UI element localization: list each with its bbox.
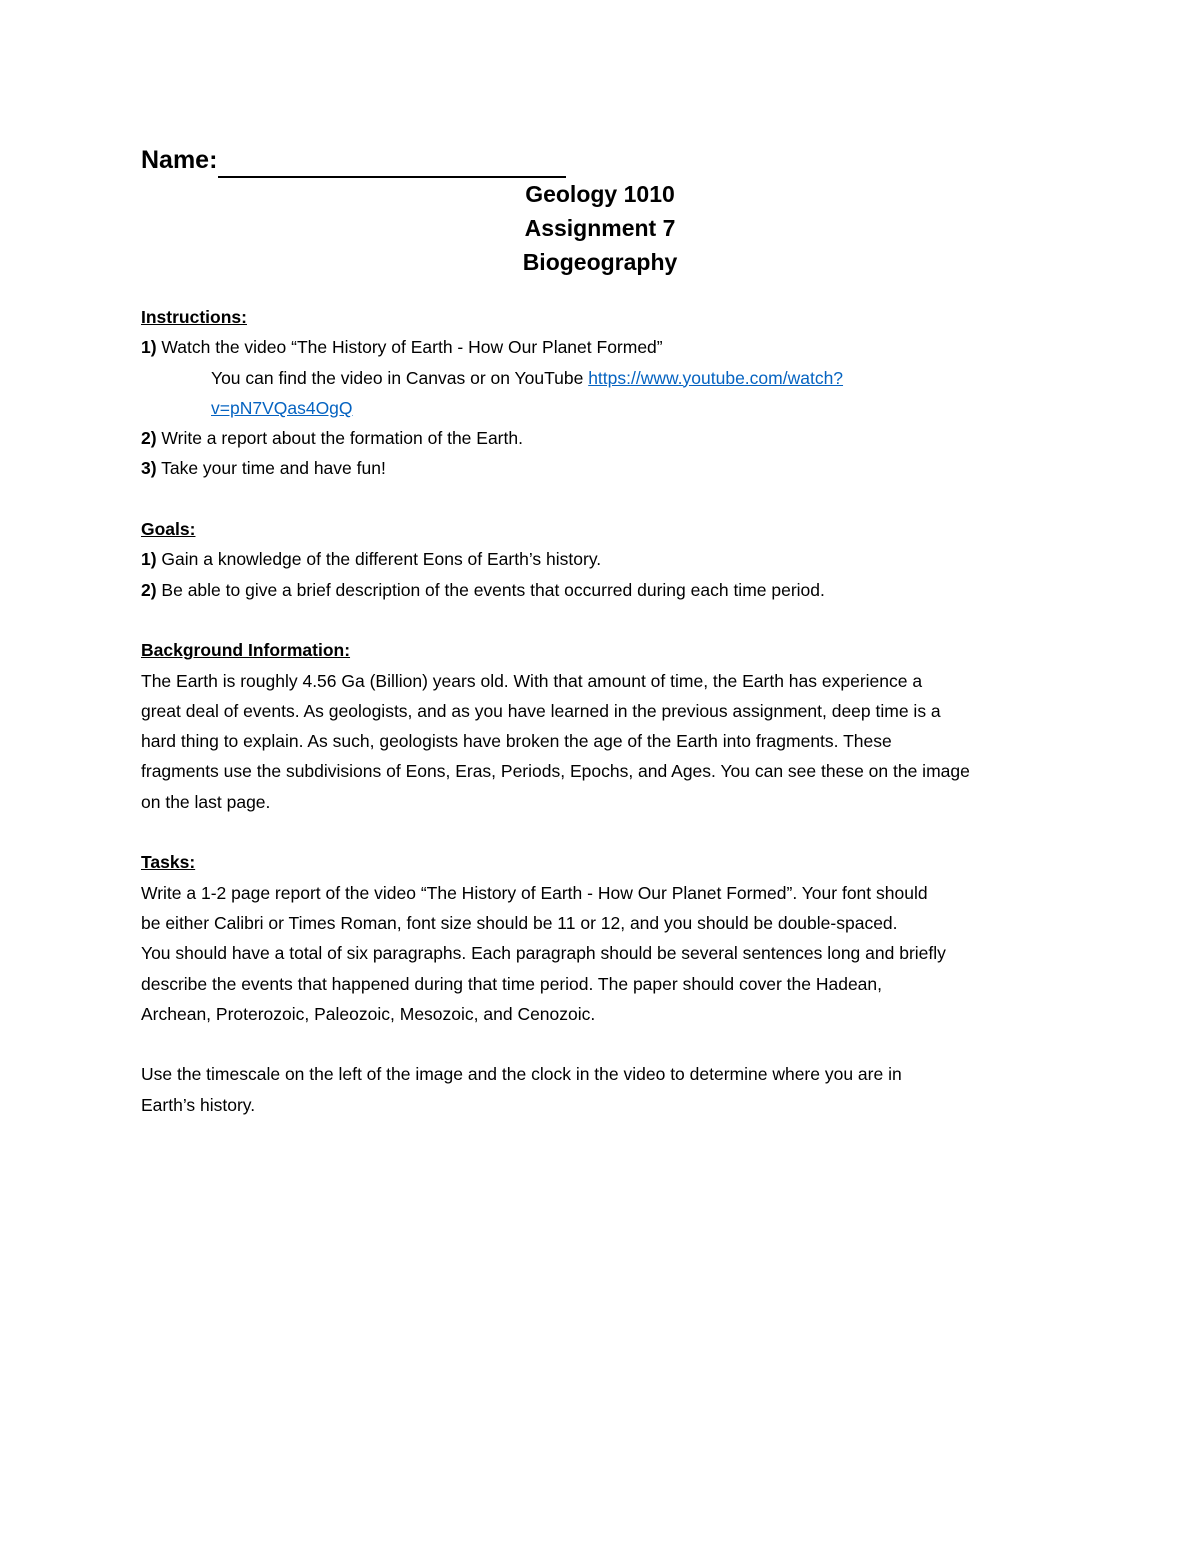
background-line: on the last page. <box>141 791 271 812</box>
tasks-line: Archean, Proterozoic, Paleozoic, Mesozoic, and Cenozoic. <box>141 1003 596 1024</box>
spacer <box>141 1029 1071 1059</box>
title-block <box>0 177 1200 279</box>
course-title: Geology 1010 <box>525 181 675 207</box>
item-number: 3) <box>141 458 157 479</box>
goals-item-1 <box>141 544 1071 574</box>
background-heading: Background Information: <box>141 640 351 661</box>
item-text: Take your time and have fun! <box>156 458 386 479</box>
youtube-link[interactable]: https://www.youtube.com/watch? <box>588 367 844 388</box>
goals-section <box>141 514 1071 544</box>
item-number: 1) <box>141 337 157 358</box>
item-number: 1) <box>141 549 157 570</box>
spacer <box>141 484 1071 514</box>
item-number: 2) <box>141 428 157 449</box>
tasks-closing-line: Earth’s history. <box>141 1094 256 1115</box>
item-number: 2) <box>141 579 157 600</box>
background-line: hard thing to explain. As such, geologists have broken the age of the Earth into fragments. These <box>141 731 892 752</box>
item-sub-text: You can find the video in Canvas or on YouTube <box>211 367 589 388</box>
background-line: fragments use the subdivisions of Eons, Eras, Periods, Epochs, and Ages. You can see these on the image <box>141 761 970 782</box>
item-text: Be able to give a brief description of the events that occurred during each time period. <box>156 579 825 600</box>
tasks-line: be either Calibri or Times Roman, font size should be 11 or 12, and you should be double-spaced. <box>141 912 898 933</box>
spacer <box>141 817 1071 847</box>
goals-item-2 <box>141 575 1071 605</box>
document-body <box>141 302 1071 1120</box>
background-line: The Earth is roughly 4.56 Ga (Billion) years old. With that amount of time, the Earth has experience a <box>141 670 923 691</box>
background-line: great deal of events. As geologists, and as you have learned in the previous assignment, deep time is a <box>141 700 941 721</box>
item-text: Write a report about the formation of the Earth. <box>156 428 523 449</box>
topic-title: Biogeography <box>522 249 678 275</box>
name-label: Name: <box>141 146 218 174</box>
tasks-heading: Tasks: <box>141 852 196 873</box>
item-text: Watch the video “The History of Earth - How Our Planet Formed” <box>156 337 663 358</box>
instructions-item-3 <box>141 453 1071 483</box>
tasks-line: You should have a total of six paragraphs. Each paragraph should be several sentences long and briefly <box>141 943 946 964</box>
tasks-section <box>141 847 1071 877</box>
background-section <box>141 635 1071 665</box>
instructions-item-1 <box>141 332 1071 362</box>
youtube-link-continued[interactable]: v=pN7VQas4OgQ <box>211 397 353 418</box>
tasks-line: Write a 1-2 page report of the video “The History of Earth - How Our Planet Formed”. Your font should <box>141 882 928 903</box>
spacer <box>141 605 1071 635</box>
tasks-line: describe the events that happened during that time period. The paper should cover the Hadean, <box>141 973 883 994</box>
instructions-item-1-sub <box>141 363 1071 393</box>
item-text: Gain a knowledge of the different Eons of Earth’s history. <box>156 549 602 570</box>
instructions-heading: Instructions: <box>141 307 247 327</box>
instructions-item-2 <box>141 423 1071 453</box>
tasks-closing-line: Use the timescale on the left of the image and the clock in the video to determine where you are in <box>141 1064 902 1085</box>
name-blank-line[interactable] <box>218 148 566 178</box>
goals-heading: Goals: <box>141 519 196 540</box>
name-field-row <box>141 142 566 178</box>
assignment-title: Assignment 7 <box>524 215 676 241</box>
instructions-item-1-link-cont <box>141 393 1071 423</box>
instructions-section <box>141 302 1071 332</box>
